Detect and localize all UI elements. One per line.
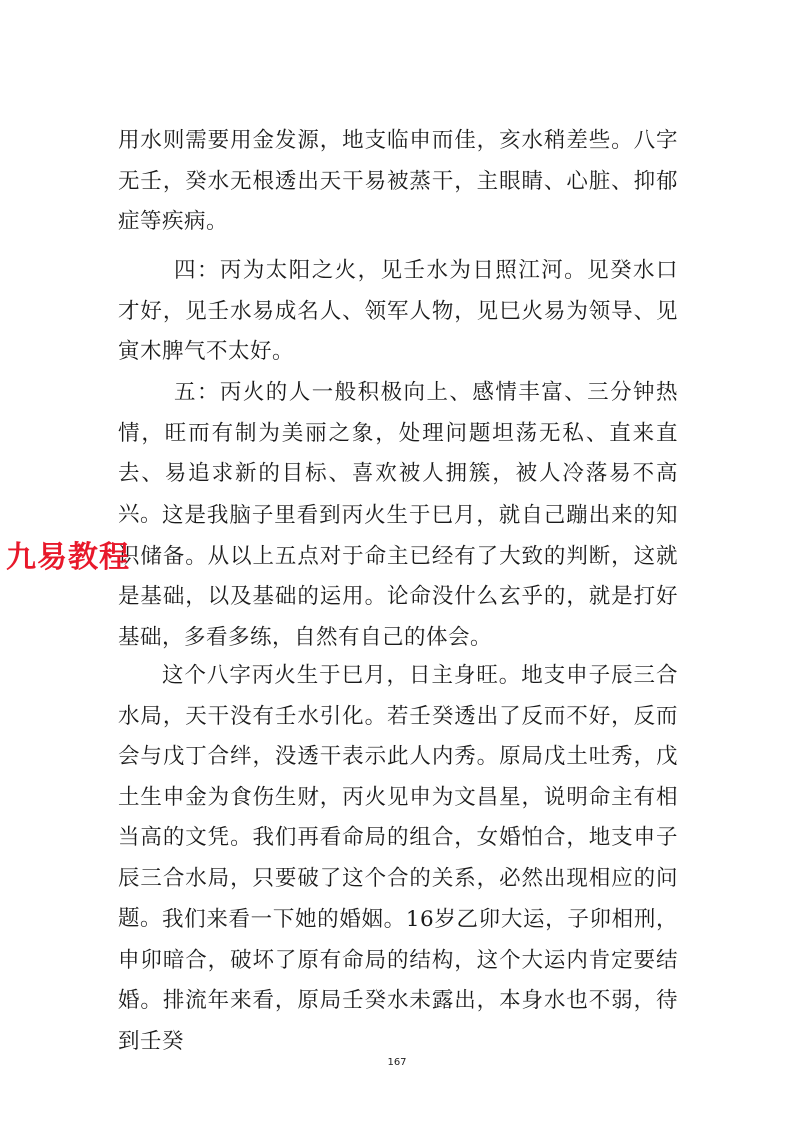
watermark-text: 九易教程 (6, 540, 130, 575)
paragraph-3: 五：丙火的人一般积极向上、感情丰富、三分钟热情，旺而有制为美丽之象，处理问题坦荡无私、直来直去、易追求新的目标、喜欢被人拥簇，被人冷落易不高兴。 (118, 380, 678, 527)
paragraph-1: 用水则需要用金发源，地支临申而佳，亥水稍差些。八字无壬，癸水无根透出天干易被蒸干，主眼睛、心脏、抑郁症等疾病。 (118, 128, 678, 234)
paragraph-6: 我们来看一下她的婚姻。16岁乙卯大运，子卯相刑，申卯暗合，破坏了原有命局的结构，这个大运内肯定要结婚。排流年来看，原局壬癸水未露出，本身水也不弱，待到壬癸 (118, 907, 678, 1054)
paragraph-4: 这是我脑子里看到丙火生于巳月，就自己蹦出来的知识储备。从以上五点对于命主已经有了大致的判断，这就是基础，以及基础的运用。论命没什么玄乎的，就是打好基础，多看多练，自然有自己的体会。 (118, 503, 678, 650)
page-number: 167 (387, 1057, 407, 1068)
paragraph-5: 这个八字丙火生于巳月，日主身旺。地支申子辰三合水局，天干没有壬水引化。若壬癸透出了反而不好，反而会与戊丁合绊，没透干表示此人内秀。原局戊土吐秀，戊土生申金为食伤生财，丙火见申为文昌星，说明命主有相当高的文凭。我们再看命局的组合，女婚怕合，地支申子辰三合水局，只要破了这个合的关系，必然出现相应的问题。 (118, 663, 678, 931)
paragraph-2: 四：丙为太阳之火，见壬水为日照江河。见癸水口才好，见壬水易成名人、领军人物，见巳火易为领导、见寅木脾气不太好。 (118, 258, 678, 364)
